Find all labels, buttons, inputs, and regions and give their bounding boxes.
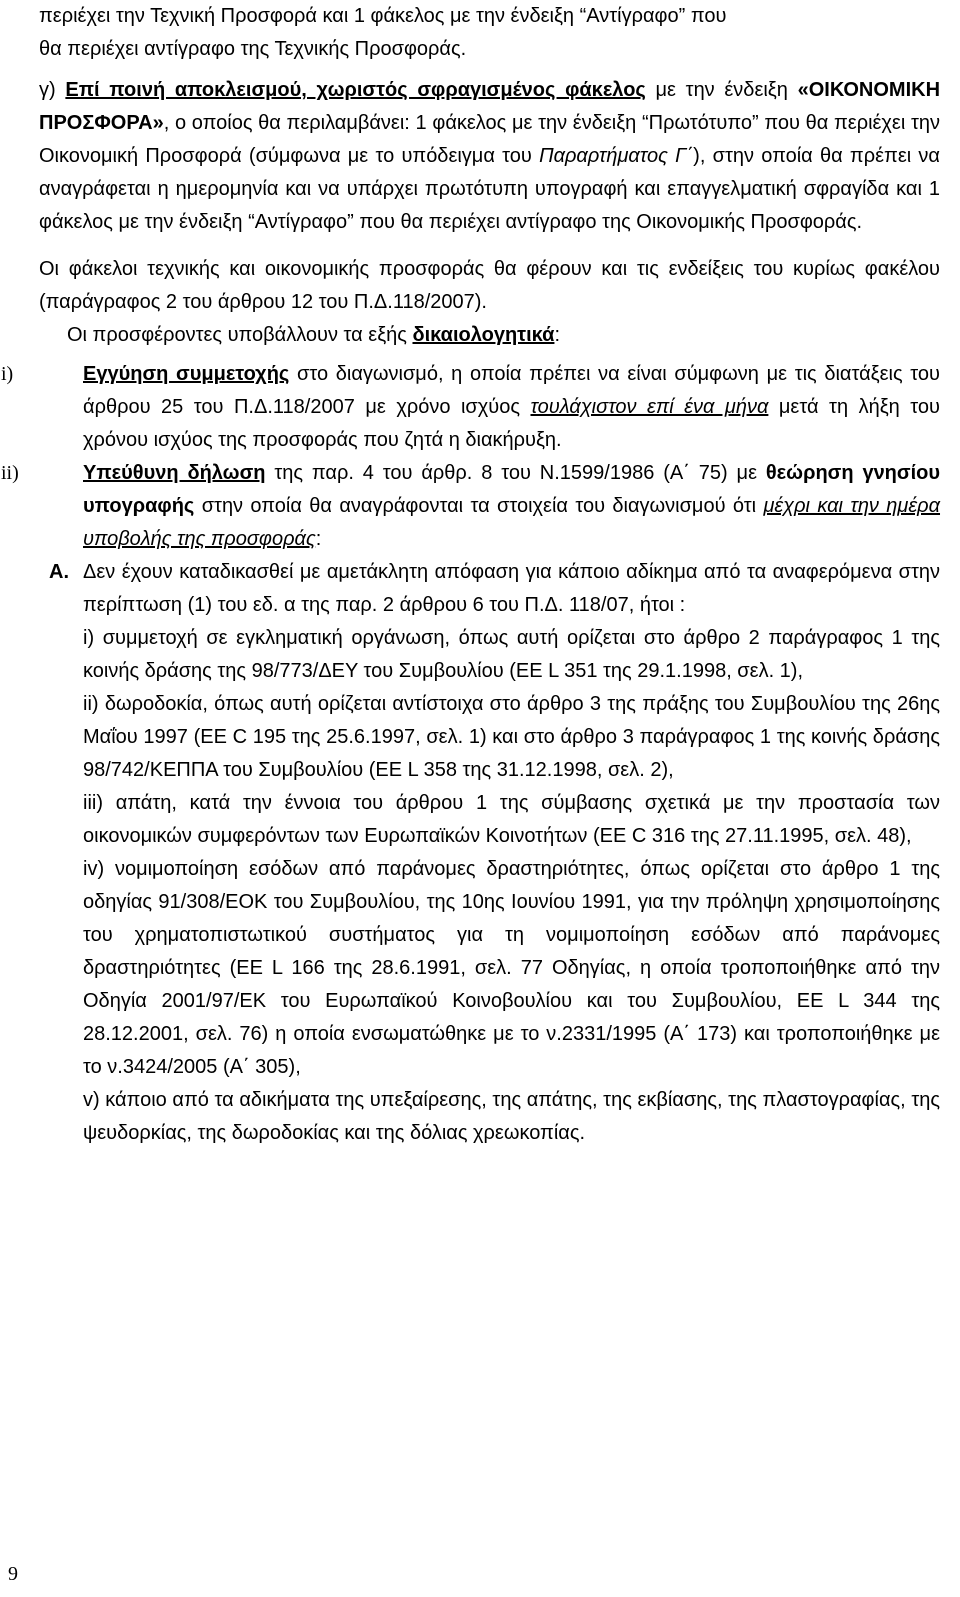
item-ii-text-2: στην οποία θα αναγράφονται τα στοιχεία του διαγωνισμού ότι xyxy=(194,495,764,517)
item-ii-italic-underlined: μέχρι και την ημέρα υποβολής της προσφοράς xyxy=(83,495,941,550)
sub-item-i: i) συμμετοχή σε εγκληματική οργάνωση, όπως αυτή ορίζεται στο άρθρο 2 παράγραφος 1 της κοινής δράσης της 98/773/ΔΕΥ του Συμβουλίου (ΕΕ L 351 της 29.1.1998, σελ. 1), xyxy=(83,627,940,682)
item-ii-text-1: της παρ. 4 του άρθρ. 8 του Ν.1599/1986 (Α΄ 75) με xyxy=(265,462,766,484)
document-page xyxy=(1,0,941,1150)
gamma-text-1: , ο οποίος θα περιλαμβάνει: 1 φάκελος με την ένδειξη “Πρωτότυπο” που θα περιέχει την Οικονομική Προσφορά (σύμφωνα με το υπόδειγμα του xyxy=(39,112,940,167)
gamma-after-bold: με την ένδειξη xyxy=(645,79,798,101)
item-i-bold-underlined: Εγγύηση συμμετοχής xyxy=(83,363,290,385)
intro-paragraph xyxy=(39,0,940,66)
item-ii-bold: θεώρηση γνησίου υπογραφής xyxy=(83,462,940,517)
intro-line-2: θα περιέχει αντίγραφο της Τεχνικής Προσφοράς. xyxy=(39,38,467,60)
item-ii-label: ii) xyxy=(1,462,19,484)
item-ii-bold-underlined: Υπεύθυνη δήλωση xyxy=(83,462,266,484)
item-i-text-2: μετά τη λήξη του χρόνου ισχύος της προσφοράς που ζητά η διακήρυξη. xyxy=(83,396,940,451)
item-ii xyxy=(1,457,941,556)
item-i xyxy=(1,358,940,457)
point-a xyxy=(39,556,940,622)
documents-text: Οι προσφέροντες υποβάλλουν τα εξής xyxy=(67,324,413,346)
page-number: 9 xyxy=(8,1563,18,1585)
sub-item-iii: iii) απάτη, κατά την έννοια του άρθρου 1 της σύμβασης σχετικά με την προστασία των οικονομικών συμφερόντων των Ευρωπαϊκών Κοινοτήτων (ΕΕ C 316 της 27.11.1995, σελ. 48), xyxy=(83,792,940,847)
documents-line xyxy=(39,319,940,352)
sub-item-iv: iv) νομιμοποίηση εσόδων από παράνομες δραστηριότητες, όπως ορίζεται στο άρθρο 1 της οδηγίας 91/308/ΕΟΚ του Συμβουλίου, της 10ης Ιουνίου 1991, για την πρόληψη χρησιμοποίησης του χρηματοπιστωτικού συστήματος για τη νομιμοποίηση εσόδων από παράνομες δραστηριότητες (ΕΕ L 166 της 28.6.1991, σελ. 77 Οδηγίας, η οποία τροποποιήθηκε από την Οδηγία 2001/97/ΕΚ του Ευρωπαϊκού Κοινοβουλίου και του Συμβουλίου, ΕΕ L 344 της 28.12.2001, σελ. 76) η οποία ενσωματώθηκε με το ν.2331/1995 (Α΄ 173) και τροποποιήθηκε με το ν.3424/2005 (Α΄ 305), xyxy=(83,858,940,1078)
point-a-text: Δεν έχουν καταδικασθεί με αμετάκλητη απόφαση για κάποιο αδίκημα από τα αναφερόμενα στην περίπτωση (1) του εδ. α της παρ. 2 άρθρου 6 του Π.Δ. 118/07, ήτοι : xyxy=(83,561,940,616)
point-a-label: Α. xyxy=(49,561,69,583)
gamma-paragraph xyxy=(39,74,940,239)
gamma-bold-underlined: Επί ποινή αποκλεισμού, χωριστός σφραγισμένος φάκελος xyxy=(65,79,646,101)
item-i-text-1: στο διαγωνισμό, η οποία πρέπει να είναι σύμφωνη με τις διατάξεις του άρθρου 25 του Π.Δ.118/2007 με χρόνο ισχύος xyxy=(83,363,940,418)
gamma-bold-quote: «ΟΙΚΟΝΟΜΙΚΗ ΠΡΟΣΦΟΡΑ» xyxy=(39,79,941,134)
documents-bold-underlined: δικαιολογητικά xyxy=(412,324,555,346)
gamma-prefix: γ) xyxy=(39,79,66,101)
gamma-italic: Παραρτήματος Γ΄ xyxy=(539,145,694,167)
gamma-text-2: ), στην οποία θα πρέπει να αναγράφεται η ημερομηνία και να υπάρχει πρωτότυπη υπογραφή και επαγγελματική σφραγίδα και 1 φάκελος με την ένδειξη “Αντίγραφο” που θα περιέχει αντίγραφο της Οικονομικής Προσφοράς. xyxy=(39,145,940,233)
intro-line-1: περιέχει την Τεχνική Προσφορά και 1 φάκελος με την ένδειξη “Αντίγραφο” που xyxy=(39,5,727,27)
sub-item-v: v) κάποιο από τα αδικήματα της υπεξαίρεσης, της απάτης, της εκβίασης, της πλαστογραφίας, της ψευδορκίας, της δωροδοκίας και της δόλιας χρεωκοπίας. xyxy=(83,1089,940,1144)
item-i-label: i) xyxy=(1,363,14,385)
envelopes-paragraph: Οι φάκελοι τεχνικής και οικονομικής προσφοράς θα φέρουν και τις ενδείξεις του κυρίως φακέλου (παράγραφος 2 του άρθρου 12 του Π.Δ.118/2007). xyxy=(39,258,940,313)
sub-item-ii: ii) δωροδοκία, όπως αυτή ορίζεται αντίστοιχα στο άρθρο 3 της πράξης του Συμβουλίου της 26ης Μαΐου 1997 (ΕΕ C 195 της 25.6.1997, σελ. 1) και στο άρθρο 3 παράγραφος 1 της κοινής δράσης 98/742/ΚΕΠΠΑ του Συμβουλίου (ΕΕ L 358 της 31.12.1998, σελ. 2), xyxy=(83,693,940,781)
item-ii-suffix: : xyxy=(315,528,322,550)
item-i-italic-underlined: τουλάχιστον επί ένα μήνα xyxy=(530,396,769,418)
documents-suffix: : xyxy=(554,324,560,346)
